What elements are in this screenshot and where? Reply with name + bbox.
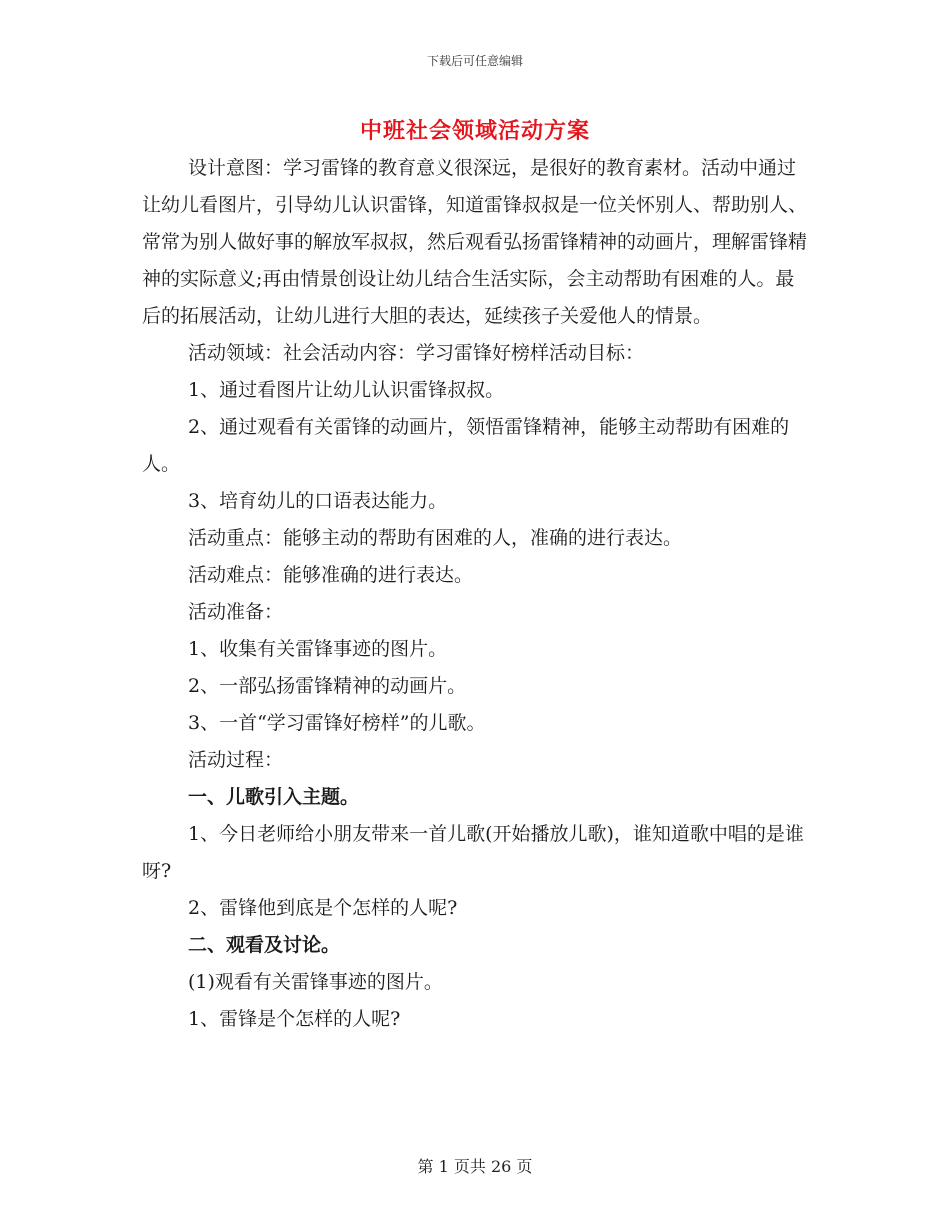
paragraph-step-2: 2、雷锋他到底是个怎样的人呢? (188, 897, 458, 919)
paragraph-difficulty: 活动难点：能够准确的进行表达。 (188, 564, 474, 586)
header-note: 下载后可任意编辑 (426, 54, 523, 68)
paragraph-activity-domain: 活动领域：社会活动内容：学习雷锋好榜样活动目标： (188, 342, 645, 364)
page-number: 第 1 页共 26 页 (417, 1157, 533, 1176)
paragraph-prep-3: 3、一首“学习雷锋好榜样”的儿歌。 (188, 712, 486, 734)
paragraph-question-1: 1、雷锋是个怎样的人呢? (188, 1008, 401, 1030)
paragraph-process: 活动过程： (188, 749, 284, 771)
paragraph-key-point: 活动重点：能够主动的帮助有困难的人，准确的进行表达。 (188, 527, 683, 549)
document-title: 中班社会领域活动方案 (359, 118, 590, 144)
section-heading-2: 二、观看及讨论。 (188, 934, 341, 956)
paragraph-substep-1: (1)观看有关雷锋事迹的图片。 (188, 971, 443, 993)
paragraph-prep-1: 1、收集有关雷锋事迹的图片。 (188, 638, 448, 660)
paragraph-design-intent: 设计意图：学习雷锋的教育意义很深远，是很好的教育素材。活动中通过让幼儿看图片，引导幼儿认识雷锋，知道雷锋叔叔是一位关怀别人、帮助别人、常常为别人做好事的解放军叔叔，然后观看弘扬雷锋精神的动画片，理解雷锋精神的实际意义;再由情景创设让幼儿结合生活实际，会主动帮助有困难的人。最后的拓展活动，让幼儿进行大胆的表达，延续孩子关爱他人的情景。 (142, 157, 808, 327)
paragraph-goal-3: 3、培育幼儿的口语表达能力。 (188, 490, 448, 512)
section-heading-1: 一、儿歌引入主题。 (188, 786, 360, 808)
document-body (142, 150, 812, 1038)
paragraph-prep-2: 2、一部弘扬雷锋精神的动画片。 (188, 675, 467, 697)
paragraph-step-1: 1、今日老师给小朋友带来一首儿歌(开始播放儿歌)，谁知道歌中唱的是谁呀? (142, 823, 804, 882)
paragraph-preparation: 活动准备： (188, 601, 284, 623)
paragraph-goal-1: 1、通过看图片让幼儿认识雷锋叔叔。 (188, 379, 505, 401)
paragraph-goal-2: 2、通过观看有关雷锋的动画片，领悟雷锋精神，能够主动帮助有困难的人。 (142, 416, 790, 475)
